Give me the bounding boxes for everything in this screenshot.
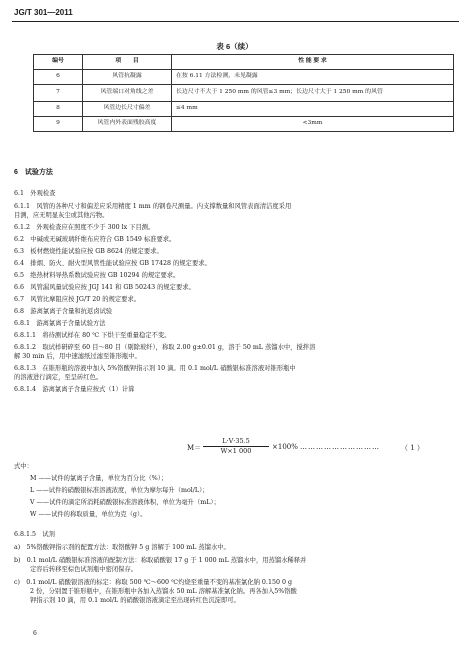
table-header-row (34, 55, 454, 70)
variable-item: L ——试件的硝酸银标准溶液浓度，单位为摩尔每升（mol/L）； (30, 487, 209, 494)
paragraph: 解 30 min 后，用中速滤纸过滤至锥形瓶中。 (14, 353, 141, 360)
paragraph: 6.3 板材燃烧性能试验应按 GB 8624 的规定要求。 (14, 248, 163, 255)
formula-numerator: L·V·35.5 (203, 437, 269, 447)
row-item: 风管抗凝露 (83, 70, 172, 85)
variable-definitions (14, 462, 454, 519)
paragraph: 6.8.1.3 在锥形瓶的溶液中加入 5%铬酸钾指示剂 10 滴。用 0.1 mol/L 硝酸银标准溶液对锥形瓶中 (14, 365, 296, 372)
column-header-number: 编号 (34, 55, 83, 70)
formula-rhs: ×100% (272, 443, 298, 451)
row-requirement: 长边尺寸不大于 1 250 mm 的风管≤3 mm；长边尺寸大于 1 250 mm 的风管 (172, 85, 454, 102)
table-caption: 表 6（续） (216, 42, 253, 51)
reagent-item-cont: 钾指示剂 10 滴，用 0.1 mol/L 的硝酸银溶液滴定至出现砖红色沉淀即可。 (30, 597, 240, 604)
paragraph: 6.1 外观检查 (14, 190, 56, 197)
formula-lhs: M＝ (187, 444, 202, 452)
reagent-item: c) 0.1 mol/L 硝酸银溶液的标定：称取 500 ℃～600 ℃灼烧至重量不变的基准氯化钠 0.150 0 g (14, 579, 292, 586)
paragraph: 6.8 游离氯离子含量和抗返卤试验 (14, 308, 113, 315)
row-requirement: ≤4 mm (172, 102, 454, 117)
table-row (34, 117, 454, 132)
row-number: 6 (34, 70, 83, 85)
paragraph: 6.8.1 游离氯离子含量试验方法 (14, 320, 106, 327)
standard-code: JG/T 301—2011 (14, 8, 73, 17)
variable-item: M ——试件的氯离子含量，单位为百分比（%）； (30, 475, 168, 482)
variable-item: W ——试件的称取质量，单位为克（g）。 (30, 511, 147, 518)
paragraph: 6.6 风管漏风量试验应按 JGJ 141 和 GB 50243 的规定要求。 (14, 284, 195, 291)
reagents-title: 6.8.1.5 试剂 (14, 531, 55, 538)
reagent-item: b) 0.1 mol/L 硝酸银标准溶液的配制方法：称取硝酸银 17 g 于 1 000 mL 蒸馏水中，用蒸馏水稀释并 (14, 557, 307, 564)
paragraph: 6.8.1.2 取试样研碎至 60 目～80 目（剔除玻纤），称取 2.00 g±0.01 g，溶于 50 mL 蒸馏水中，搅拌溶 (14, 344, 316, 351)
paragraph: 的溶液进行滴定，至呈砖红色。 (14, 374, 103, 381)
column-header-item: 项 目 (83, 55, 172, 70)
formula-fraction (203, 437, 269, 455)
paragraph: 6.8.1.4 游离氯离子含量应按式（1）计算 (14, 386, 135, 393)
paragraph: 目测，应无明显灰尘或其他污物。 (14, 212, 109, 219)
paragraph: 6.8.1.1 将待测试样在 80 ℃ 下烘干至重量稳定不变。 (14, 332, 171, 339)
reagent-item-cont: 定容后转移至棕色试剂瓶中密闭保存。 (30, 566, 138, 573)
row-item: 风管端口对角线之差 (83, 85, 172, 102)
formula-leader: ………………………… (300, 443, 380, 451)
header-rule (12, 21, 459, 22)
reagent-item: a) 5%铬酸钾指示剂的配置方法：取铬酸钾 5 g 溶解于 100 mL 蒸馏水中。 (14, 544, 230, 551)
table-row (34, 102, 454, 117)
reagents-section (14, 530, 454, 605)
where-intro: 式中： (14, 463, 33, 470)
column-header-requirement: 性 能 要 求 (172, 55, 454, 70)
paragraph: 6.1.1 风管的各种尺寸和偏差应采用精度 1 mm 的钢卷尺测量。内支撑数量和风管表面清洁度采用 (14, 203, 292, 210)
table-row (34, 70, 454, 85)
table-row (34, 85, 454, 102)
paragraph: 6.1.2 外观检查应在照度不少于 300 lx 下目测。 (14, 224, 155, 231)
section-test-methods (14, 168, 454, 394)
row-number: 8 (34, 102, 83, 117)
paragraph: 6.5 绝热材料导热系数试验应按 GB 10294 的规定要求。 (14, 272, 180, 279)
paragraph: 6.2 中碱或无碱玻璃纤维布应符合 GB 1549 标准要求。 (14, 236, 176, 243)
variable-item: V ——试件的滴定所消耗硝酸银标准溶液体积，单位为毫升（mL）； (30, 499, 220, 506)
page-number: 6 (33, 630, 37, 637)
row-item: 风管边长尺寸偏差 (83, 102, 172, 117)
row-requirement: 在按 6.11 方法检测，未见凝露 (172, 70, 454, 85)
row-number: 9 (34, 117, 83, 132)
row-requirement: <3mm (172, 117, 454, 132)
paragraph: 6.4 排烟、防火、耐火型风管性能试验应按 GB 17428 的规定要求。 (14, 260, 211, 267)
paragraph: 6.7 风管比摩阻应按 JG/T 20 的规定要求。 (14, 296, 141, 303)
formula-denominator: W×1 000 (220, 447, 252, 455)
performance-table (33, 54, 454, 132)
section-title: 6 试验方法 (14, 169, 53, 176)
reagent-item-cont: 2 份，分别置于锥形瓶中，在锥形瓶中各加入蒸馏水 50 mL 溶解基准氯化钠。再各加入5%铬酸 (30, 588, 297, 595)
formula-number: （ 1 ） (401, 444, 424, 452)
row-number: 7 (34, 85, 83, 102)
row-item: 风管内外表面残胶高度 (83, 117, 172, 132)
